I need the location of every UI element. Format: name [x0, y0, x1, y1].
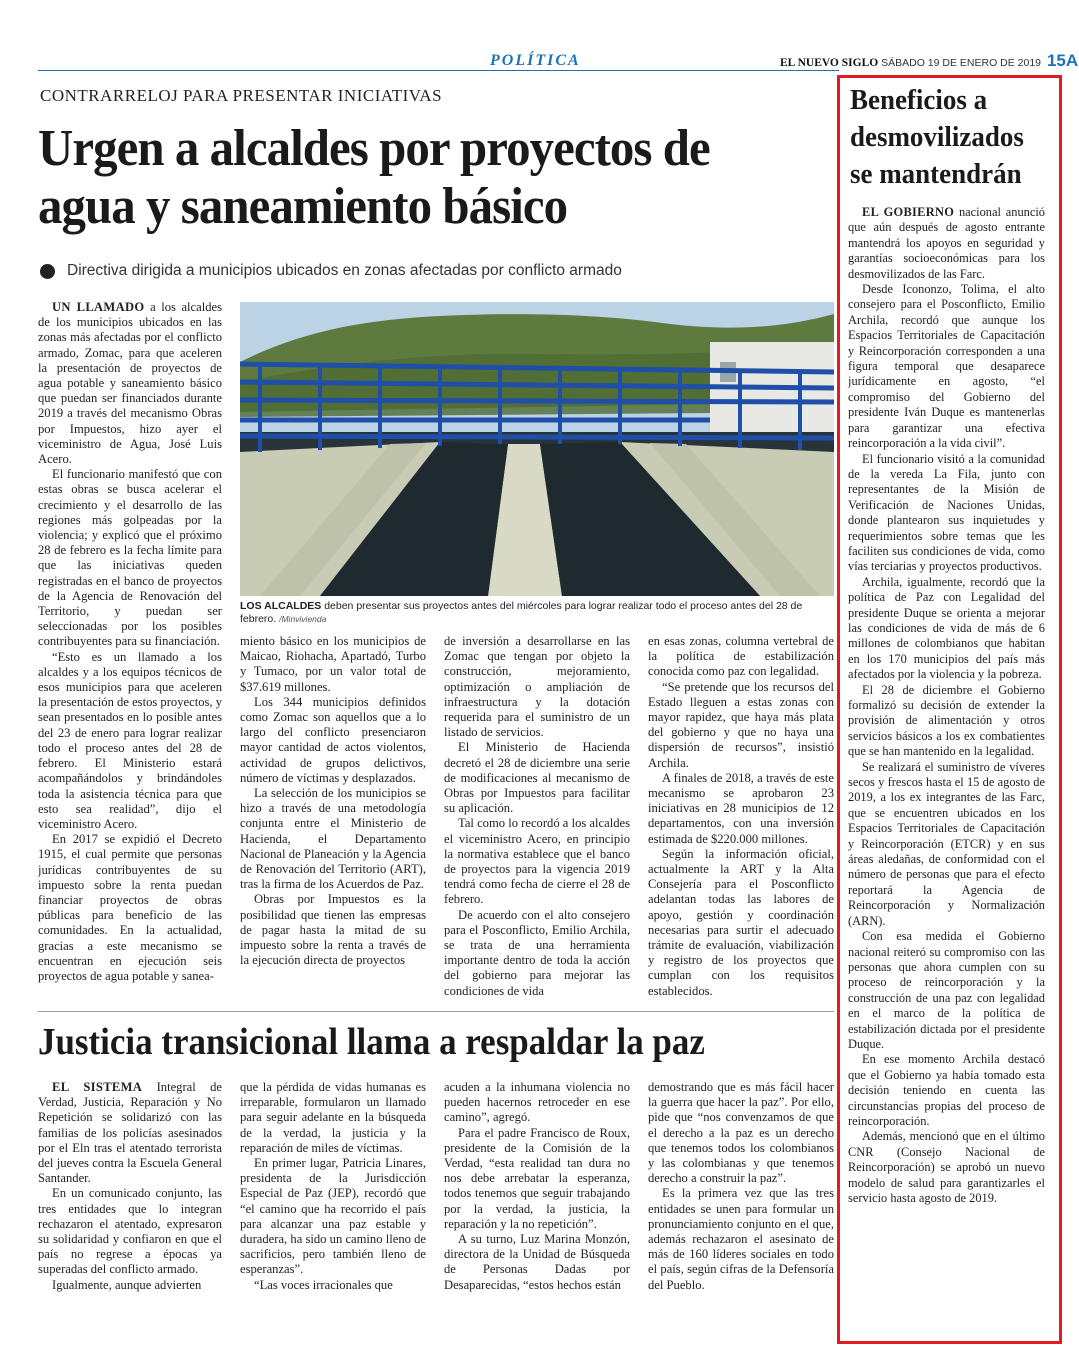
lead-word: UN LLAMADO	[52, 300, 145, 314]
paragraph: El funcionario visitó a la comunidad de la vereda La Fila, junto con representantes de la Misión de Verificación de Naciones Unidas, donde plantearon sus inquietudes y requerimientos sobre temas que les faciliten sus condiciones de vida, como vías terciarias y proyectos productivos.	[848, 451, 1045, 574]
sidebar-title: Beneficios a desmovilizados se mantendrán	[850, 84, 1024, 190]
article-kicker: CONTRARRELOJ PARA PRESENTAR INICIATIVAS	[40, 86, 443, 105]
paragraph: Los 344 municipios definidos como Zomac son aquellos que a lo largo del conflicto presenciaron mayor cantidad de actos violentos, actividad de grupos delictivos, número de víctimas y desplazados.	[240, 694, 426, 785]
paragraph: acuden a la inhumana violencia no pueden hacernos retroceder en ese camino”, agregó.	[444, 1080, 630, 1125]
article-column-1	[38, 300, 222, 1000]
paragraph: Se realizará el suministro de víveres secos y frescos hasta el 15 de agosto de 2019, a los ex integrantes de las Farc, que se encuentren ubicados en los Espacios Territoriales de Capacitación y Reincorporación (ETCR) y en sus áreas aledañas, de conformidad con el número de personas que para el efecto reportará la Agencia de Reincorporación y Normalización (ARN).	[848, 759, 1045, 928]
paragraph: Para el padre Francisco de Roux, presidente de la Comisión de la Verdad, “esta realidad tan dura no nos debe arrebatar la esperanza, todos tenemos que seguir trabajando por la verdad, la justicia, la reparación y la no repetición”.	[444, 1125, 630, 1231]
article-divider	[38, 1011, 834, 1012]
photo-caption	[240, 600, 834, 626]
paragraph: Obras por Impuestos es la posibilidad que tienen las empresas de pagar hasta la mitad de su impuesto sobre la renta a través de la ejecución directa de proyectos	[240, 892, 426, 968]
paragraph: De acuerdo con el alto consejero para el Posconflicto, Emilio Archila, se trata de una herramienta importante dentro de toda la acción del gobierno para mejorar las condiciones de vida	[444, 907, 630, 998]
paragraph: A finales de 2018, a través de este mecanismo se aprobaron 23 iniciativas en 28 municipios de 12 departamentos, con una inversión estimada de $220.000 millones.	[648, 770, 834, 846]
paragraph: Archila, igualmente, recordó que la política de Paz con Legalidad del presidente Duque se orienta a mejorar las condiciones de vida de más de 6 millones de colombianos que habitan en los 170 municipios del país más afectados por la violencia y la pobreza.	[848, 574, 1045, 682]
paragraph: La selección de los municipios se hizo a través de una metodología conjunta entre el Ministerio de Hacienda, el Departamento Nacional de Planeación y la Agencia de Renovación del Territorio (ART), tras la firma de los Acuerdos de Paz.	[240, 786, 426, 892]
article-subhead	[40, 262, 622, 280]
paragraph: a los alcaldes de los municipios ubicados en las zonas más afectadas por el conflicto armado, Zomac, para que aceleren la presentación de proyectos de agua potable y saneamiento básico que puedan ser financiados durante 2019 a través del mecanismo Obras por Impuestos, hizo ayer el viceministro de Agua, José Luis Acero.	[38, 300, 222, 467]
sidebar-body	[848, 205, 1045, 1295]
article-column-2	[240, 634, 426, 1002]
section-label: POLÍTICA	[490, 52, 581, 69]
paragraph: En primer lugar, Patricia Linares, presidenta de la Jurisdicción Especial de Paz (JEP), recordó que “el camino que ha recorrido el país para alcanzar una paz estable y duradera, ha sido un camino lleno de sacrificios, pero también lleno de esperanzas”.	[240, 1156, 426, 1277]
paragraph: Además, mencionó que en el último CNR (Consejo Nacional de Reincorporación) se aprobó un nuevo modelo de salud para garantizarles el servicio hasta agosto de 2019.	[848, 1129, 1045, 1205]
subhead-text: Directiva dirigida a municipios ubicados en zonas afectadas por conflicto armado	[67, 262, 622, 279]
lead-word: EL GOBIERNO	[862, 205, 955, 219]
paragraph: de inversión a desarrollarse en las Zomac que tengan por objeto la construcción, mejoramiento, optimización o ampliación de infraestructura y la dotación requerida para el suministro de un listado de servicios.	[444, 634, 630, 740]
paragraph: El 28 de diciembre el Gobierno formalizó su decisión de extender la provisión de alimentación y otros servicios básicos a los ex combatientes que se han mantenido en la legalidad.	[848, 682, 1045, 759]
page-number: 15A	[1046, 51, 1079, 70]
photo-credit: /Minvivienda	[279, 614, 327, 624]
issue-date: SÁBADO 19 DE ENERO DE 2019	[881, 57, 1042, 69]
bullet-icon	[40, 264, 55, 279]
paragraph: miento básico en los municipios de Maicao, Riohacha, Apartadó, Turbo y Tumaco, por un valor total de $37.619 millones.	[240, 634, 426, 694]
paragraph: En un comunicado conjunto, las tres entidades que lo integran rechazaron el atentado, expresaron su solidaridad y confiaron en que el país no regrese a épocas ya superadas del conflicto armado.	[38, 1186, 222, 1277]
caption-lead: LOS ALCALDES	[240, 600, 322, 612]
paragraph: En ese momento Archila destacó que el Gobierno ya había tomado esta decisión teniendo en cuenta las circunstancias propias del proceso de reincorporación.	[848, 1052, 1045, 1128]
paragraph: Integral de Verdad, Justicia, Reparación y No Repetición se solidarizó con las familias de los policías asesinados por el Eln tras el atentado terrorista del jueves contra la Escuela General Santander.	[38, 1080, 222, 1186]
second-column-1	[38, 1080, 222, 1296]
header-rule	[38, 70, 839, 71]
second-column-4	[648, 1080, 834, 1296]
paragraph: nacional anunció que aún después de agosto entrante mantendrá los apoyos en seguridad y garantías socioeconómicas para los desmovilizados de las Farc.	[848, 205, 1045, 281]
second-column-2	[240, 1080, 426, 1296]
paragraph: Es la primera vez que las tres entidades se unen para formular un pronunciamiento conjunto en el que, además rechazaron el asesinato de más de 160 líderes sociales en todo el país, según cifras de la Defensoría del Pueblo.	[648, 1186, 834, 1292]
paragraph: “Las voces irracionales que	[254, 1277, 393, 1292]
paragraph: “Se pretende que los recursos del Estado lleguen a estas zonas con mayor rapidez, que haya más plata del gobierno y que no haya una dispersión de recursos”, insistió Archila.	[648, 679, 834, 770]
paragraph: en esas zonas, columna vertebral de la política de estabilización conocida como paz con legalidad.	[648, 634, 834, 679]
paragraph: Con esa medida el Gobierno nacional reiteró su compromiso con las personas que ahora cumplen con su proceso de reincorporación y la construcción de una paz con legalidad en el marco de la política de estabilización dictada por el presidente Duque.	[848, 929, 1045, 1051]
paragraph: Igualmente, aunque advierten	[52, 1277, 202, 1292]
paragraph: A su turno, Luz Marina Monzón, directora de la Unidad de Búsqueda de Personas Dadas por Desaparecidas, “estos hechos están	[444, 1232, 630, 1292]
paragraph: demostrando que es más fácil hacer la guerra que hacer la paz”. Por ello, pide que “nos convenzamos de que el derecho a la paz es un derecho que tenemos todos los colombianos y las colombianas y que tenemos derecho a construir la paz”.	[648, 1080, 834, 1186]
article-column-4	[648, 634, 834, 1002]
water-treatment-plant-image	[240, 302, 834, 596]
paragraph: El funcionario manifestó que con estas obras se busca acelerar el crecimiento y el desarrollo de las regiones más golpeadas por la violencia; y explicó que el próximo 28 de febrero es la fecha límite para que las iniciativas queden registradas en el banco de proyectos de la Agencia de Renovación del Territorio, y puedan ser seleccionadas por los posibles contribuyentes para su financiación.	[38, 467, 222, 649]
paragraph: Desde Icononzo, Tolima, el alto consejero para el Posconflicto, Emilio Archila, recordó que aunque los Espacios Territoriales de Capacitación y Reincorporación corresponden a una figura temporal que desaparece jurídicamente en agosto, “el compromiso del Gobierno del presidente Iván Duque es mantenerlas para garantizar una efectiva reincorporación a la vida civil”.	[848, 282, 1045, 451]
article-headline: Urgen a alcaldes por proyectos de agua y saneamiento básico	[38, 120, 710, 235]
paragraph: En 2017 se expidió el Decreto 1915, el cual permite que personas jurídicas contribuyentes de su impuesto sobre la renta puedan financiar proyectos de obras públicas para beneficio de las comunidades. En la actualidad, gracias a este mecanismo se encuentran en ejecución seis proyectos de agua potable y sanea-	[38, 832, 222, 983]
newspaper-name: EL NUEVO SIGLO	[780, 57, 879, 69]
lead-word: EL SISTEMA	[52, 1080, 143, 1094]
newspaper-info	[780, 51, 1078, 71]
article-column-3	[444, 634, 630, 1002]
second-column-3	[444, 1080, 630, 1296]
paragraph: El Ministerio de Hacienda decretó el 28 de diciembre una serie de modificaciones al mecanismo de Obras por Impuestos para facilitar su aplicación.	[444, 740, 630, 816]
paragraph: que la pérdida de vidas humanas es irreparable, formularon un llamado para seguir adelante en la búsqueda de la verdad, la justicia y la reparación de miles de víctimas.	[240, 1080, 426, 1155]
paragraph: Según la información oficial, actualmente la ART y la Alta Consejería para el Posconflicto adelantan todas las labores de apoyo, gestión y coordinación necesarias para surtir el adecuado trámite de evaluación, viabilización y registro de los proyectos que cumplan con los requisitos establecidos.	[648, 846, 834, 998]
second-headline: Justicia transicional llama a respaldar la paz	[38, 1021, 705, 1063]
paragraph: Tal como lo recordó a los alcaldes el viceministro Acero, en principio la normativa establece que el banco de proyectos para la vigencia 2019 tendrá como fecha de cierre el 28 de febrero.	[444, 816, 630, 907]
paragraph: “Esto es un llamado a los alcaldes y a los equipos técnicos de esos municipios para que aceleren la presentación de estos proyectos, y sean presentados en lo posible antes del 23 de enero para lograr realizar todo el proceso antes del 28 de febrero. El Ministerio estará acompañándolos y brindándoles toda la asistencia técnica para que esto sea realidad”, dijo el viceministro Acero.	[38, 649, 222, 831]
caption-text: deben presentar sus proyectos antes del miércoles para lograr realizar todo el proceso antes del 28 de febrero.	[240, 600, 803, 625]
article-photo	[240, 302, 834, 596]
